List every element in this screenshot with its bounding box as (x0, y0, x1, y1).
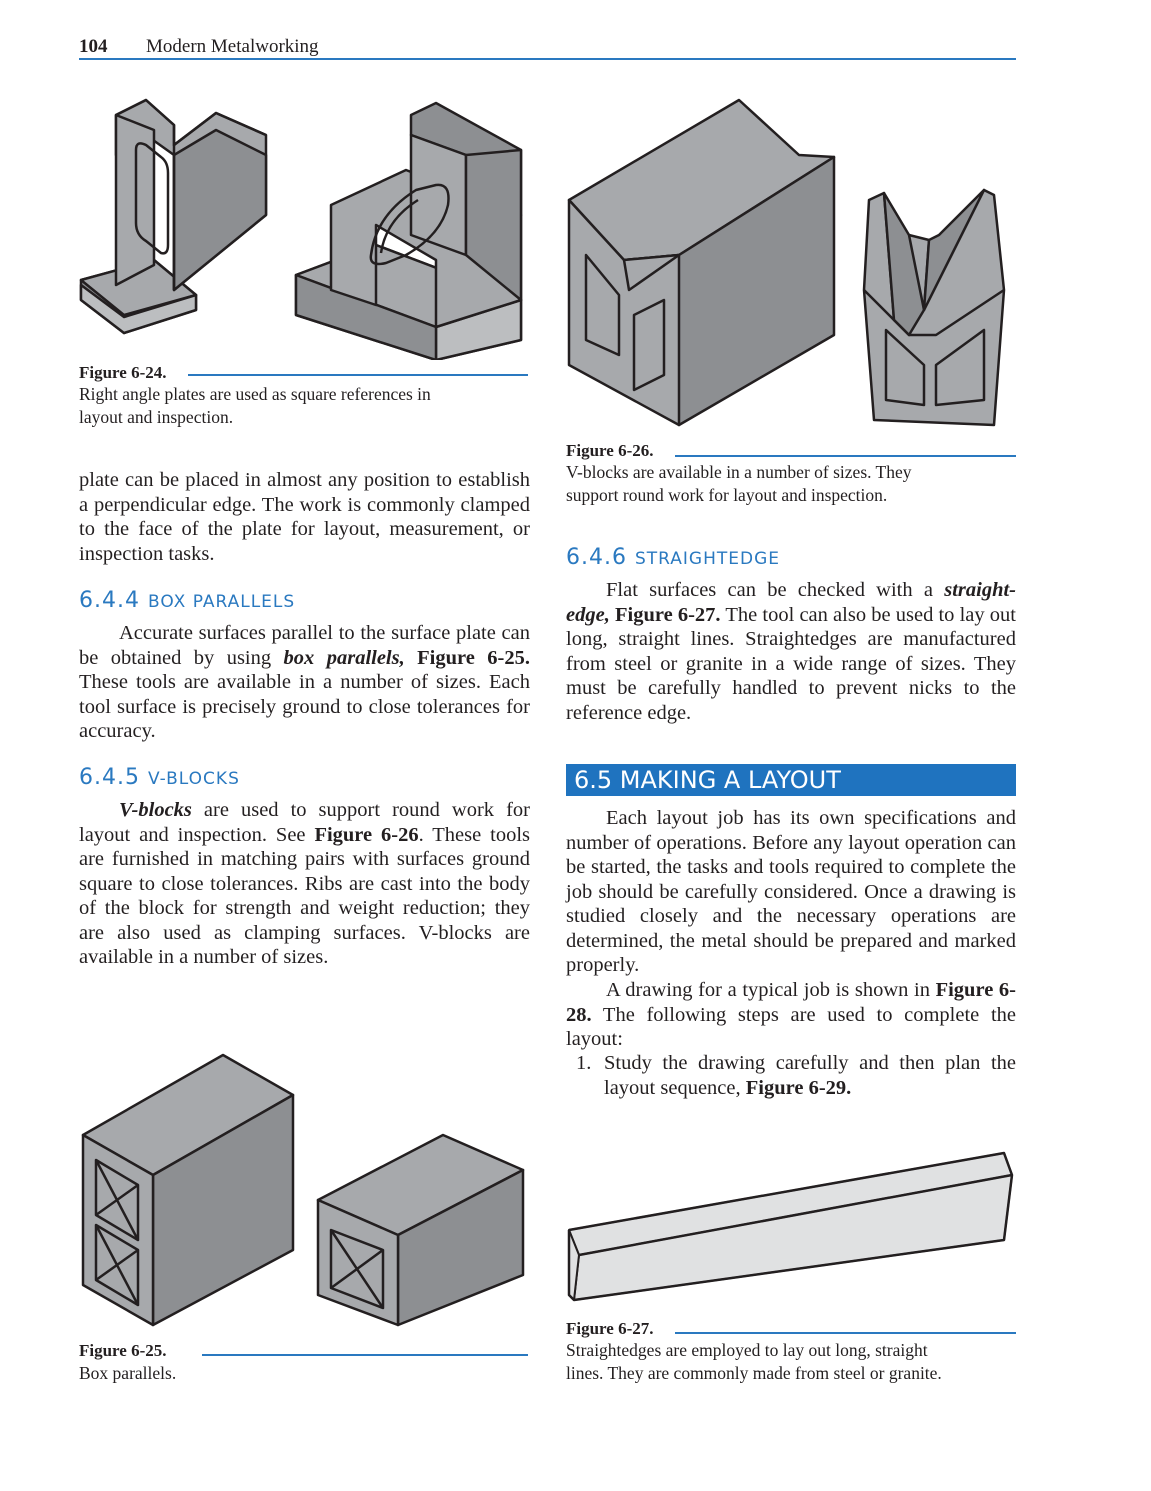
figure-6-27-label: Figure 6-27. (566, 1319, 654, 1338)
section-6-4-5-paragraph: V-blocks are used to support round work for layout and inspection. See Figure 6-26. These tools are furnished in matching pairs with surfaces ground square to close tolerances. Ribs are cast into the body of the block for strength and weight reduction; they are also used as clamping surfaces. V-blocks are available in a number of sizes. (79, 799, 530, 968)
running-header-title: Modern Metalworking (146, 36, 319, 57)
ref-figure-6-28: Figure 6-28. (566, 979, 1016, 1026)
figure-6-26-label: Figure 6-26. (566, 441, 654, 460)
figure-6-26-caption-rule (675, 455, 1016, 457)
figure-6-24-illustration (76, 95, 536, 360)
header-rule (79, 58, 1016, 60)
section-6-4-5-title: V-BLOCKS (147, 769, 240, 789)
figure-6-24-caption-line-2: layout and inspection. (79, 407, 234, 427)
ref-figure-6-26: Figure 6-26 (314, 823, 419, 846)
figure-6-25-label: Figure 6-25. (79, 1341, 167, 1360)
ref-figure-6-29: Figure 6-29. (745, 1076, 852, 1099)
figure-6-25-caption-line-1: Box parallels. (79, 1363, 177, 1383)
step-1-text: Study the drawing carefully and then plan the layout sequence, Figure 6-29. (604, 1052, 1016, 1099)
figure-6-25-caption-rule (202, 1354, 528, 1356)
section-6-5-paragraph-2: A drawing for a typical job is shown in Figure 6-28. The following steps are used to complete the layout: (566, 979, 1016, 1050)
section-6-4-4-title: BOX PARALLELS (147, 592, 296, 612)
section-6-4-5-heading (79, 765, 240, 790)
section-6-4-6-title: STRAIGHTEDGE (634, 549, 781, 569)
figure-6-24-caption-rule (188, 374, 528, 376)
figure-6-26-caption-line-2: support round work for layout and inspection. (566, 485, 888, 505)
figure-6-25-illustration (78, 1050, 533, 1330)
section-6-4-4-heading (79, 588, 295, 613)
figure-6-24-label: Figure 6-24. (79, 363, 167, 382)
ref-figure-6-27: Figure 6-27. (615, 603, 721, 626)
section-6-4-6-heading (566, 545, 780, 570)
figure-6-26-caption-line-1: V-blocks are available in a number of sizes. They (566, 462, 912, 482)
term-straightedge: straight-edge, (566, 579, 1016, 626)
figure-6-27-illustration (564, 1145, 1016, 1305)
ref-figure-6-25: Figure 6-25. (417, 646, 530, 669)
section-6-4-6-number: 6.4.6 (566, 545, 627, 570)
section-6-5-paragraph-1: Each layout job has its own specifications and number of operations. Before any layout operation can be started, the tasks and tools required to complete the job should be carefully considered. Once a drawing is studied closely and the necessary operations are determined, the metal should be prepared and marked properly. (566, 807, 1016, 976)
figure-6-26-illustration (564, 95, 1014, 430)
section-6-4-5-number: 6.4.5 (79, 765, 140, 790)
figure-6-27-caption-line-2: lines. They are commonly made from steel or granite. (566, 1363, 942, 1383)
term-box-parallels: box parallels, (283, 646, 405, 669)
figure-6-27-caption-rule (675, 1332, 1016, 1334)
section-6-5-heading: 6.5 MAKING A LAYOUT (566, 764, 1016, 796)
section-6-4-4-paragraph: Accurate surfaces parallel to the surface plate can be obtained by using box parallels, Figure 6-25. These tools are available in a number of sizes. Each tool surface is precisely ground to close tolerances for accuracy. (79, 622, 530, 742)
intro-paragraph: plate can be placed in almost any position to establish a perpendicular edge. The work is commonly clamped to the face of the plate for layout, measurement, or inspection tasks. (79, 469, 530, 565)
term-v-blocks: V-blocks (119, 799, 192, 821)
figure-6-27-caption-line-1: Straightedges are employed to lay out long, straight (566, 1340, 928, 1360)
step-1-number: 1. (576, 1052, 592, 1074)
figure-6-24-caption-line-1: Right angle plates are used as square references in (79, 384, 431, 404)
page-number: 104 (79, 36, 108, 57)
section-6-4-4-number: 6.4.4 (79, 588, 140, 613)
section-6-4-6-paragraph: Flat surfaces can be checked with a straight-edge, Figure 6-27. The tool can also be used to lay out long, straight lines. Straightedges are manufactured from steel or granite in a wide range of sizes. They must be carefully handled to prevent nicks to the reference edge. (566, 579, 1016, 724)
